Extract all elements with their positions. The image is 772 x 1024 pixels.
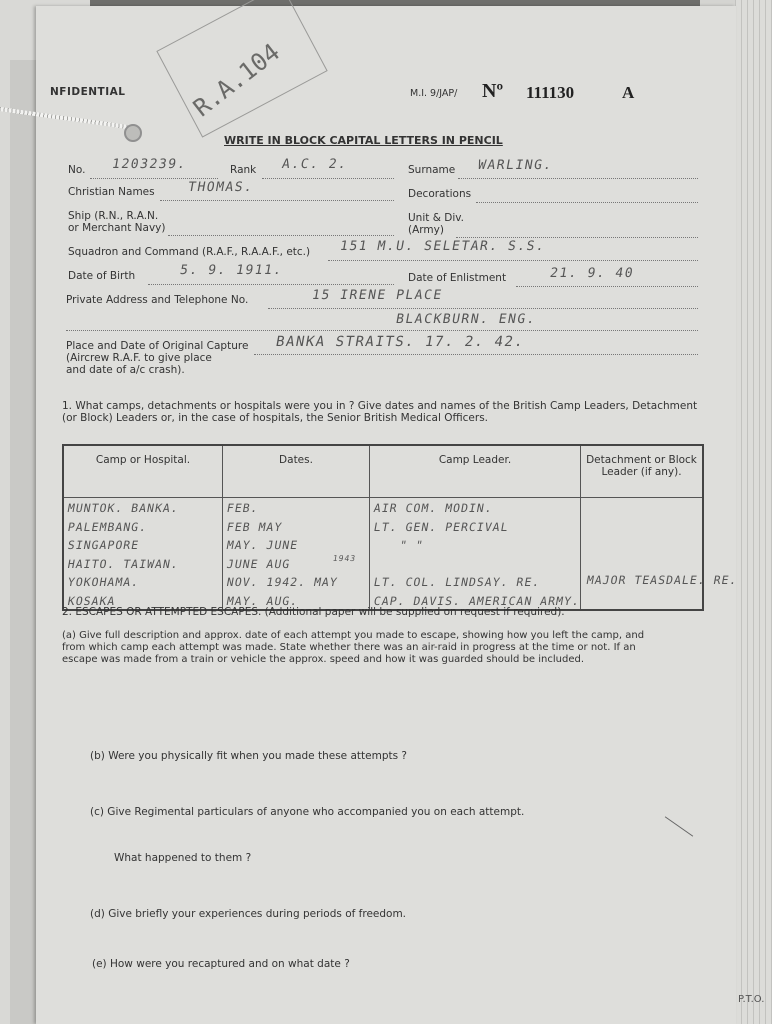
serial-number: 111130: [526, 83, 575, 102]
unit-label-line1: Unit & Div.: [408, 212, 464, 224]
christian-names-value: THOMAS.: [186, 180, 255, 195]
camp-entry: KOSAKA: [66, 593, 117, 608]
section2-title: 2. ESCAPES OR ATTEMPTED ESCAPES. (Additional paper will be supplied on request if required).: [62, 606, 565, 618]
camp-entry: HAITO. TAIWAN.: [66, 556, 181, 571]
capture-value: BANKA STRAITS. 17. 2. 42.: [274, 334, 526, 350]
camps-table: [62, 444, 739, 611]
date-entry: MAY. AUG.: [225, 593, 300, 608]
section2-e: (e) How were you recaptured and on what date ?: [92, 958, 350, 970]
date-entry: FEB MAY: [225, 519, 284, 534]
detachment-entry: MAJOR TEASDALE. RE.: [585, 573, 739, 587]
leader-entry: LT. GEN. PERCIVAL: [372, 519, 510, 534]
date-year-note: 1943: [331, 554, 357, 563]
instruction-heading: WRITE IN BLOCK CAPITAL LETTERS IN PENCIL: [224, 134, 503, 147]
stamp-text: R.A.104: [188, 37, 286, 123]
leader-entry: LT. COL. LINDSAY. RE.: [372, 575, 542, 589]
leader-entry: [368, 554, 581, 573]
date-entry: MAY. JUNE: [225, 538, 300, 552]
section2-a-line1: (a) Give full description and approx. date of each attempt you made to escape, showing how you left the camp, and: [62, 630, 645, 641]
capture-label-line3: and date of a/c crash).: [66, 364, 185, 376]
section2-d: (d) Give briefly your experiences during periods of freedom.: [90, 908, 407, 920]
header-camp: Camp or Hospital.: [63, 445, 223, 498]
enlistment-label: Date of Enlistment: [408, 272, 507, 284]
capture-label-line2: (Aircrew R.A.F. to give place: [66, 352, 212, 364]
squadron-label: Squadron and Command (R.A.F., R.A.A.F., etc.): [68, 246, 311, 258]
form-page: [36, 6, 739, 1024]
number-symbol: Nº: [482, 80, 504, 102]
camps-table-body: [63, 498, 703, 611]
section2-c-followup: What happened to them ?: [114, 852, 252, 864]
dates-column: [223, 498, 370, 611]
header-detachment-leader: Detachment or Block Leader (if any).: [581, 445, 703, 498]
date-entry: NOV. 1942. MAY: [225, 575, 340, 589]
section2-a-line2: from which camp each attempt was made. State whether there was an air-raid in progress at the time or not. If an: [62, 642, 636, 653]
rank-label: Rank: [230, 164, 257, 176]
leaders-column: [370, 498, 581, 611]
pencil-mark: [665, 816, 693, 836]
rank-value: A.C. 2.: [280, 157, 349, 172]
camp-entry: SINGAPORE: [66, 538, 141, 552]
capture-label-line1: Place and Date of Original Capture: [66, 340, 249, 352]
address-line1-value: 15 IRENE PLACE: [310, 288, 444, 303]
header-camp-leader: Camp Leader.: [370, 445, 581, 498]
leader-entry: " ": [398, 538, 425, 552]
punch-hole: [124, 124, 142, 142]
camps-table-header: [63, 445, 703, 498]
section2-b: (b) Were you physically fit when you made these attempts ?: [90, 750, 407, 762]
pto-label: P.T.O.: [738, 994, 765, 1005]
date-of-birth-value: 5. 9. 1911.: [178, 263, 284, 278]
address-line2-value: BLACKBURN. ENG.: [394, 312, 538, 327]
question1-line1: 1. What camps, detachments or hospitals were you in ? Give dates and names of the British Camp Leaders, Detachment: [62, 400, 698, 412]
camps-column: [63, 498, 223, 611]
detachment-column: [581, 498, 739, 611]
header-dates: Dates.: [223, 445, 370, 498]
no-label: No.: [68, 164, 86, 176]
unit-label-line2: (Army): [408, 224, 444, 236]
decorations-label: Decorations: [408, 188, 472, 200]
leader-entry: AIR COM. MODIN.: [372, 501, 494, 515]
camp-entry: YOKOHAMA.: [66, 575, 141, 589]
surname-label: Surname: [408, 164, 456, 176]
christian-names-label: Christian Names: [68, 186, 155, 198]
leader-entry: CAP. DAVIS. AMERICAN ARMY.: [372, 593, 582, 608]
section2-c: (c) Give Regimental particulars of anyone who accompanied you on each attempt.: [90, 806, 525, 818]
ship-label-line1: Ship (R.N., R.A.N.: [68, 210, 159, 222]
camp-entry: PALEMBANG.: [66, 519, 149, 534]
question1-line2: (or Block) Leaders or, in the case of hospitals, the Senior British Medical Officers.: [62, 412, 489, 424]
date-entry: JUNE AUG: [225, 556, 292, 571]
date-entry: FEB.: [225, 501, 260, 515]
date-of-birth-label: Date of Birth: [68, 270, 136, 282]
service-number-value: 1203239.: [110, 157, 188, 172]
surname-value: WARLING.: [476, 158, 554, 173]
squadron-value: 151 M.U. SELETAR. S.S.: [338, 239, 547, 254]
address-label: Private Address and Telephone No.: [66, 294, 249, 306]
serial-suffix: A: [622, 83, 635, 102]
enlistment-value: 21. 9. 40: [548, 266, 636, 281]
confidential-label: NFIDENTIAL: [50, 86, 126, 98]
section2-a-line3: escape was made from a train or vehicle the approx. speed and how it was guarded should be included.: [62, 654, 585, 665]
ship-label-line2: or Merchant Navy): [68, 222, 166, 234]
form-reference: M.I. 9/JAP/: [410, 88, 458, 99]
camp-entry: MUNTOK. BANKA.: [66, 501, 181, 515]
paper-stack-edges: [735, 0, 772, 1024]
